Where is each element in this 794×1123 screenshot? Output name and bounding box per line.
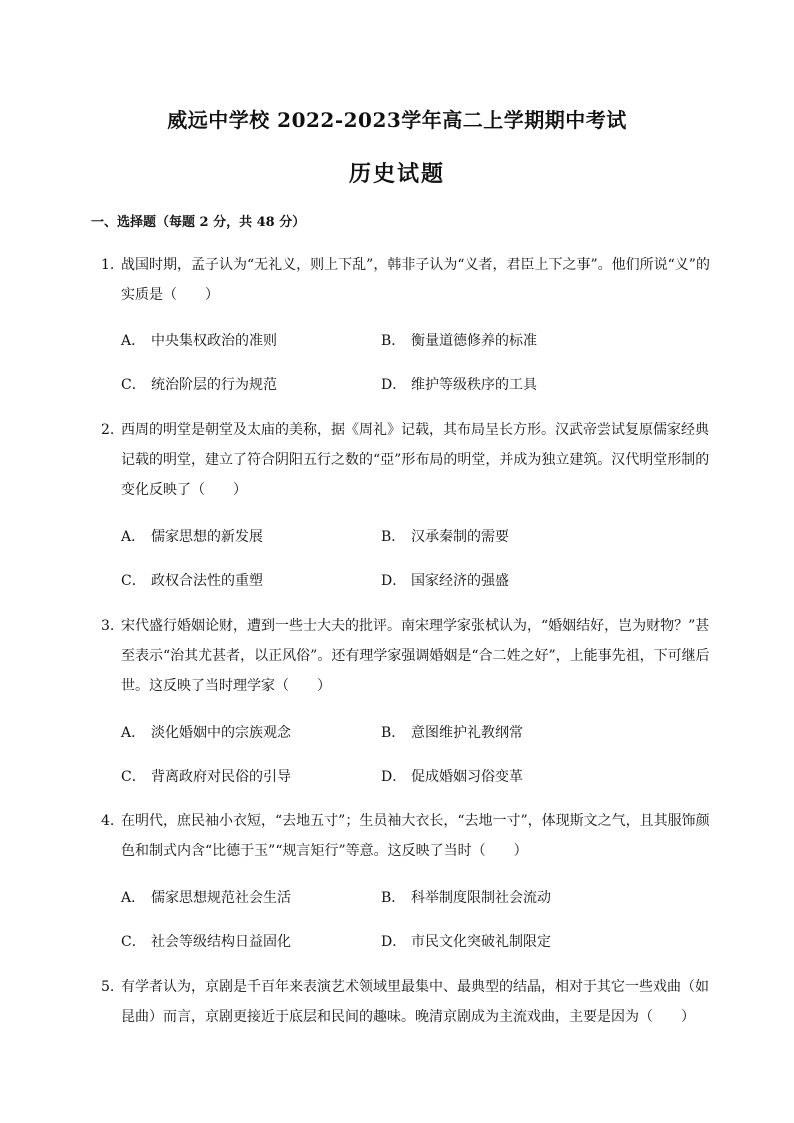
option-text: 科举制度限制社会流动	[411, 890, 551, 906]
option-b[interactable]	[381, 888, 551, 908]
option-label: A．	[121, 725, 146, 741]
option-c[interactable]	[121, 932, 291, 952]
question-number: 3.	[101, 618, 115, 634]
option-label: B．	[381, 725, 406, 741]
option-b[interactable]	[381, 723, 523, 743]
option-text: 儒家思想规范社会生活	[151, 890, 291, 906]
option-text: 衡量道德修养的标准	[411, 333, 537, 349]
question-text: 宋代盛行婚姻论财，遭到一些士大夫的批评。南宋理学家张栻认为，“婚姻结好，岂为财物？”甚至表示“治其尤甚者，以正风俗”。还有理学家强调婚姻是“合二姓之好”，上能事先祖，下可继后世。这反映了当时理学家（ ）	[121, 618, 710, 694]
question-number: 5.	[101, 979, 115, 995]
option-label: D．	[381, 573, 407, 589]
option-label: D．	[381, 377, 407, 393]
option-label: C．	[121, 769, 146, 785]
option-d[interactable]	[381, 932, 551, 952]
option-label: A．	[121, 333, 146, 349]
option-label: C．	[121, 934, 146, 950]
option-d[interactable]	[381, 375, 537, 395]
option-text: 汉承秦制的需要	[411, 529, 509, 545]
option-text: 意图维护礼教纲常	[411, 725, 523, 741]
question-text: 战国时期，孟子认为“无礼义，则上下乱”，韩非子认为“义者，君臣上下之事”。他们所说“义”的实质是（ ）	[121, 257, 710, 303]
question-number: 2.	[101, 422, 115, 438]
option-label: A．	[121, 890, 146, 906]
option-text: 促成婚姻习俗变革	[411, 769, 523, 785]
option-label: B．	[381, 890, 406, 906]
option-text: 市民文化突破礼制限定	[411, 934, 551, 950]
option-label: A．	[121, 529, 146, 545]
option-text: 国家经济的强盛	[411, 573, 509, 589]
option-b[interactable]	[381, 527, 509, 547]
question-1	[101, 250, 711, 310]
option-label: B．	[381, 529, 406, 545]
option-c[interactable]	[121, 767, 291, 787]
question-text: 有学者认为，京剧是千百年来表演艺术领域里最集中、最典型的结晶，相对于其它一些戏曲（如昆曲）而言，京剧更接近于底层和民间的趣味。晚清京剧成为主流戏曲，主要是因为（ ）	[121, 979, 709, 1025]
option-label: D．	[381, 934, 407, 950]
option-a[interactable]	[121, 723, 291, 743]
section-heading: 一、选择题（每题 2 分，共 48 分）	[91, 215, 306, 230]
question-5	[101, 972, 711, 1032]
option-d[interactable]	[381, 767, 523, 787]
option-label: C．	[121, 573, 146, 589]
option-label: D．	[381, 769, 407, 785]
option-c[interactable]	[121, 375, 277, 395]
option-c[interactable]	[121, 571, 263, 591]
option-d[interactable]	[381, 571, 509, 591]
option-label: B．	[381, 333, 406, 349]
exam-title: 威远中学校 2022-2023学年高二上学期期中考试	[167, 108, 627, 132]
option-text: 儒家思想的新发展	[151, 529, 263, 545]
exam-subtitle: 历史试题	[348, 161, 445, 187]
question-number: 1.	[101, 257, 115, 273]
option-text: 背离政府对民俗的引导	[151, 769, 291, 785]
question-4	[101, 806, 711, 866]
question-text: 西周的明堂是朝堂及太庙的美称，据《周礼》记载，其布局呈长方形。汉武帝尝试复原儒家经典记载的明堂，建立了符合阴阳五行之数的“亞”形布局的明堂，并成为独立建筑。汉代明堂形制的变化反映了（ ）	[121, 422, 710, 498]
option-text: 政权合法性的重塑	[151, 573, 263, 589]
question-3	[101, 611, 711, 701]
question-2	[101, 415, 711, 505]
option-a[interactable]	[121, 888, 291, 908]
option-a[interactable]	[121, 331, 277, 351]
option-a[interactable]	[121, 527, 263, 547]
option-text: 统治阶层的行为规范	[151, 377, 277, 393]
option-label: C．	[121, 377, 146, 393]
option-b[interactable]	[381, 331, 537, 351]
question-number: 4.	[101, 813, 115, 829]
option-text: 维护等级秩序的工具	[411, 377, 537, 393]
question-text: 在明代，庶民袖小衣短，“去地五寸”；生员袖大衣长，“去地一寸”，体现斯文之气，且其服饰颜色和制式内含“比德于玉”“规言矩行”等意。这反映了当时（ ）	[121, 813, 710, 859]
option-text: 中央集权政治的准则	[151, 333, 277, 349]
option-text: 社会等级结构日益固化	[151, 934, 291, 950]
option-text: 淡化婚姻中的宗族观念	[151, 725, 291, 741]
